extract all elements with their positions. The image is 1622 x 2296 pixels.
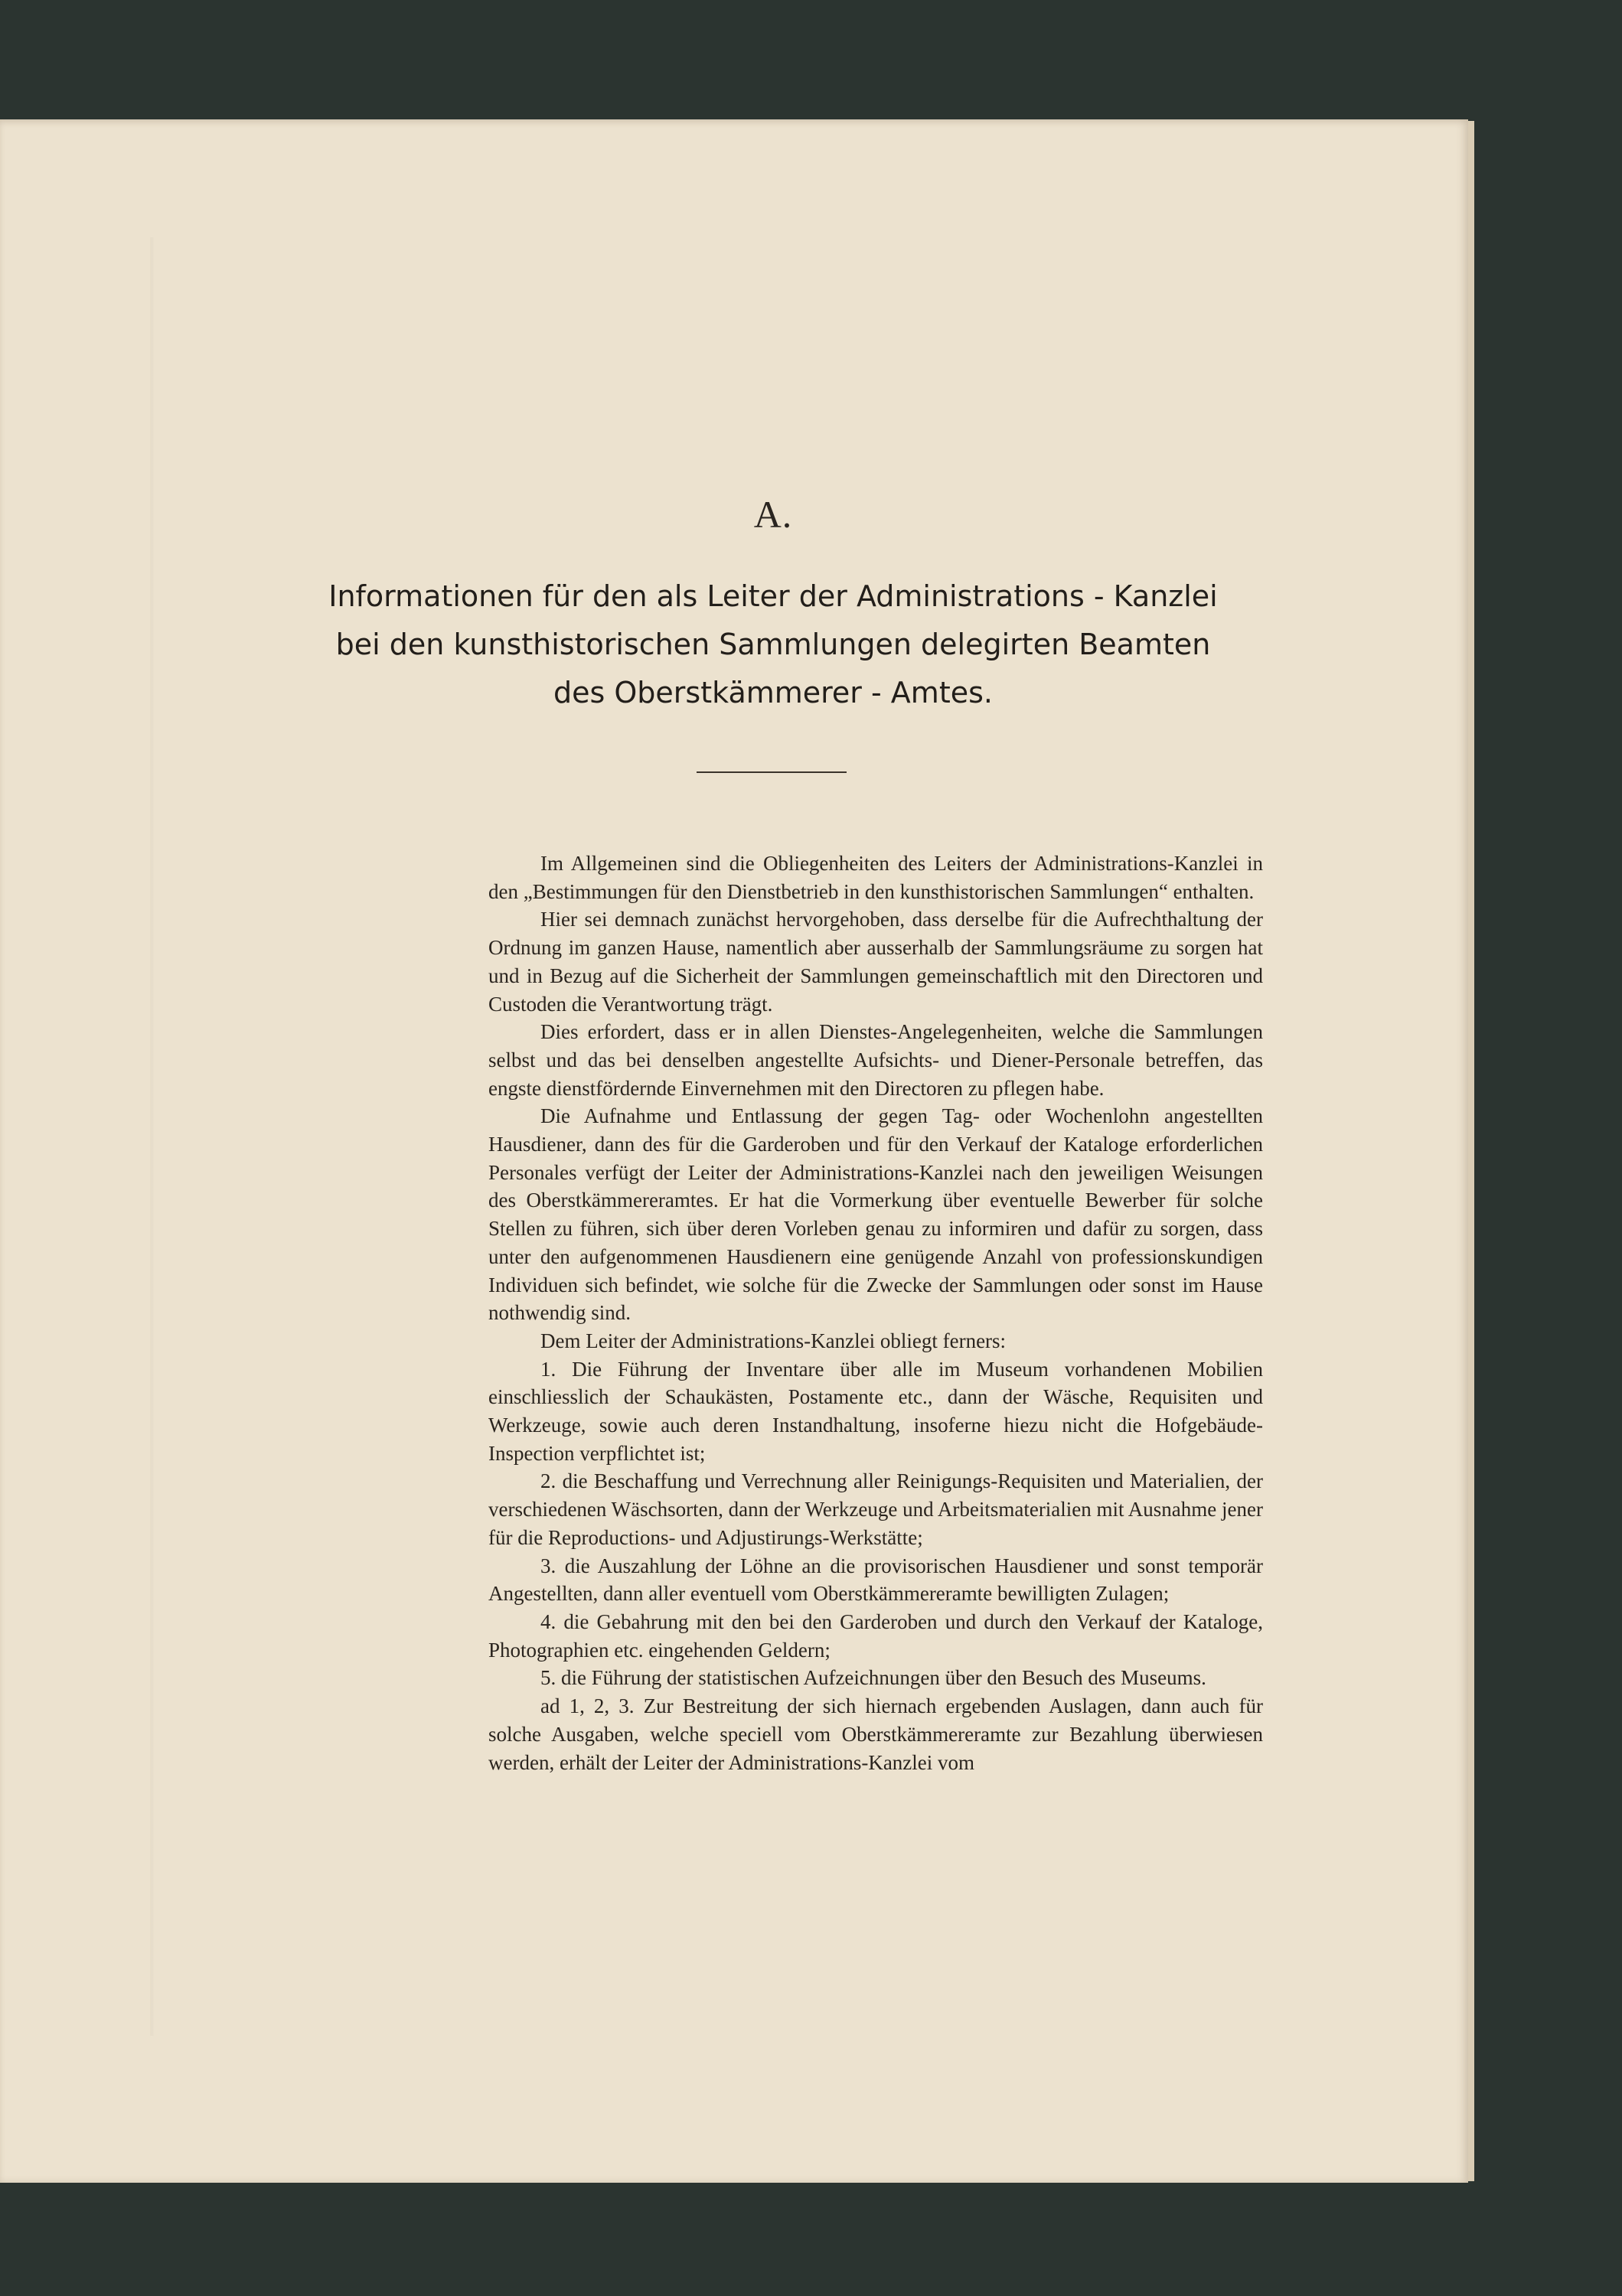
list-item: 3. die Auszahlung der Löhne an die provisorischen Hausdiener und sonst temporär Angestellten, dann aller eventuell vom Oberstkämmereramte bewilligten Zulagen; [488,1554,1263,1606]
paragraph: Im Allgemeinen sind die Obliegenheiten des Leiters der Administrations-Kanzlei in den „Bestimmungen für den Dienstbetrieb in den kunsthistorischen Sammlungen“ enthalten. [488,852,1263,903]
title-line: Informationen für den als Leiter der Administrations - Kanzlei [328,579,1218,613]
list-item: 5. die Führung der statistischen Aufzeichnungen über den Besuch des Museums. [540,1666,1206,1690]
paragraph: Die Aufnahme und Entlassung der gegen Tag- oder Wochenlohn angestellten Hausdiener, dann des für die Garderoben und für den Verkauf der Kataloge erforderlichen Personales verfügt der Leiter der Administrations-Kanzlei nach den jeweiligen Weisungen des Oberstkämmereramtes. Er hat die Vormerkung über eventuelle Bewerber für solche Stellen zu führen, sich über deren Vorleben genau zu informiren und dafür zu sorgen, dass unter den aufgenommenen Hausdienern eine genügende Anzahl von professionskundigen Individuen sich befindet, wie solche für die Zwecke der Sammlungen oder sonst im Hause nothwendig sind. [488,1104,1263,1325]
paragraph: Dies erfordert, dass er in allen Dienstes-Angelegenheiten, welche die Sammlungen selbst und das bei denselben angestellte Aufsichts- und Diener-Personale betreffen, das engste dienstfördernde Einvernehmen mit den Directoren zu pflegen habe. [488,1020,1263,1100]
title-line: des Oberstkämmerer - Amtes. [553,676,993,709]
body-text [488,850,1263,1776]
paragraph: ad 1, 2, 3. Zur Bestreitung der sich hiernach ergebenden Auslagen, dann auch für solche Ausgaben, welche speciell vom Oberstkämmereramte zur Bezahlung überwiesen werden, erhält der Leiter der Administrations-Kanzlei vom [488,1694,1263,1774]
page-edge [1468,121,1474,2181]
paragraph: Hier sei demnach zunächst hervorgehoben, dass derselbe für die Aufrechthaltung der Ordnung im ganzen Hause, namentlich aber ausserhalb der Sammlungsräume zu sorgen hat und in Bezug auf die Sicherheit der Sammlungen gemeinschaftlich mit den Directoren und Custoden die Verantwortung trägt. [488,908,1263,1016]
list-item: 4. die Gebahrung mit den bei den Garderoben und durch den Verkauf der Kataloge, Photographien etc. eingehenden Geldern; [488,1609,1263,1662]
paragraph: Dem Leiter der Administrations-Kanzlei obliegt ferners: [540,1329,1007,1352]
title-line: bei den kunsthistorischen Sammlungen delegirten Beamten [335,628,1211,661]
list-item: 2. die Beschaffung und Verrechnung aller Reinigungs-Requisiten und Materialien, der verschiedenen Wäschsorten, dann der Werkzeuge und Arbeitsmaterialien mit Ausnahme jener für die Reproductions- und Adjustirungs-Werkstätte; [488,1469,1263,1549]
list-item: 1. Die Führung der Inventare über alle im Museum vorhandenen Mobilien einschliesslich der Schaukästen, Postamente etc., dann der Wäsche, Requisiten und Werkzeuge, sowie auch deren Instandhaltung, insoferne hiezu nicht die Hofgebäude-Inspection verpflichtet ist; [488,1357,1263,1465]
section-letter: A. [753,493,793,536]
document-title [299,572,1248,717]
title-divider-rule [697,771,847,773]
